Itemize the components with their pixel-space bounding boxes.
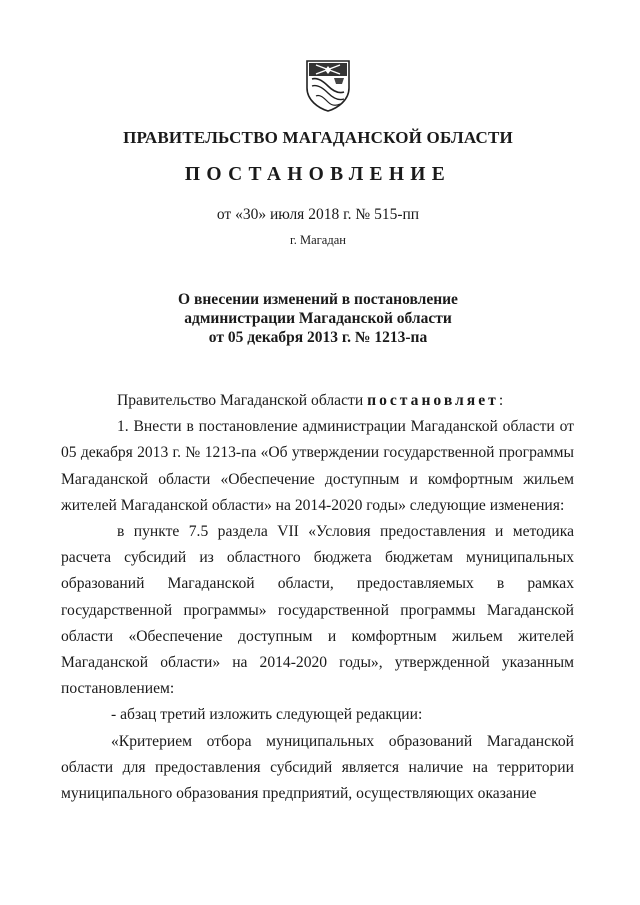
document-type: ПОСТАНОВЛЕНИЕ bbox=[184, 164, 452, 185]
paragraph-item-1: 1. Внести в постановление администрации Магаданской области от 05 декабря 2013 г. № 1213-па «Об утверждении государственной программы Магаданской области «Обеспечение доступным и комфортным жильем жителей Магаданской области» на 2014-2020 годы» следующие изменения: bbox=[61, 418, 574, 514]
subject-line-3: от 05 декабря 2013 г. № 1213-па bbox=[208, 329, 428, 346]
paragraph-quote: «Критерием отбора муниципальных образований Магаданской области для предоставления субсидий является наличие на территории муниципального образования предприятий, осуществляющих оказание bbox=[61, 732, 574, 803]
decree-word: постановляет bbox=[367, 392, 499, 409]
paragraph-item-1-a: в пункте 7.5 раздела VII «Условия предоставления и методика расчета субсидий из областного бюджета бюджетам муниципальных образований Магаданской области, предоставляемых в рамках государственной программы» государственной программы Магаданской области «Обеспечение доступным и комфортным жильем жителей Магаданской области» на 2014-2020 годы», утвержденной указанным постановлением: bbox=[61, 523, 574, 698]
decree-suffix: : bbox=[498, 392, 504, 409]
document-subject bbox=[60, 290, 576, 347]
paragraph-item-1-a-sub: - абзац третий изложить следующей редакции: bbox=[111, 706, 423, 724]
decree-prefix: Правительство Магаданской области bbox=[117, 392, 368, 409]
document-city: г. Магадан bbox=[290, 233, 346, 247]
magadan-coat-of-arms-icon bbox=[304, 58, 352, 112]
document-body bbox=[61, 388, 574, 807]
document-date-number: от «30» июля 2018 г. № 515-пп bbox=[216, 206, 420, 223]
subject-line-1: О внесении изменений в постановление bbox=[178, 291, 458, 308]
government-name: ПРАВИТЕЛЬСТВО МАГАДАНСКОЙ ОБЛАСТИ bbox=[123, 128, 513, 147]
subject-line-2: администрации Магаданской области bbox=[184, 310, 452, 327]
decree-paragraph bbox=[61, 388, 574, 414]
